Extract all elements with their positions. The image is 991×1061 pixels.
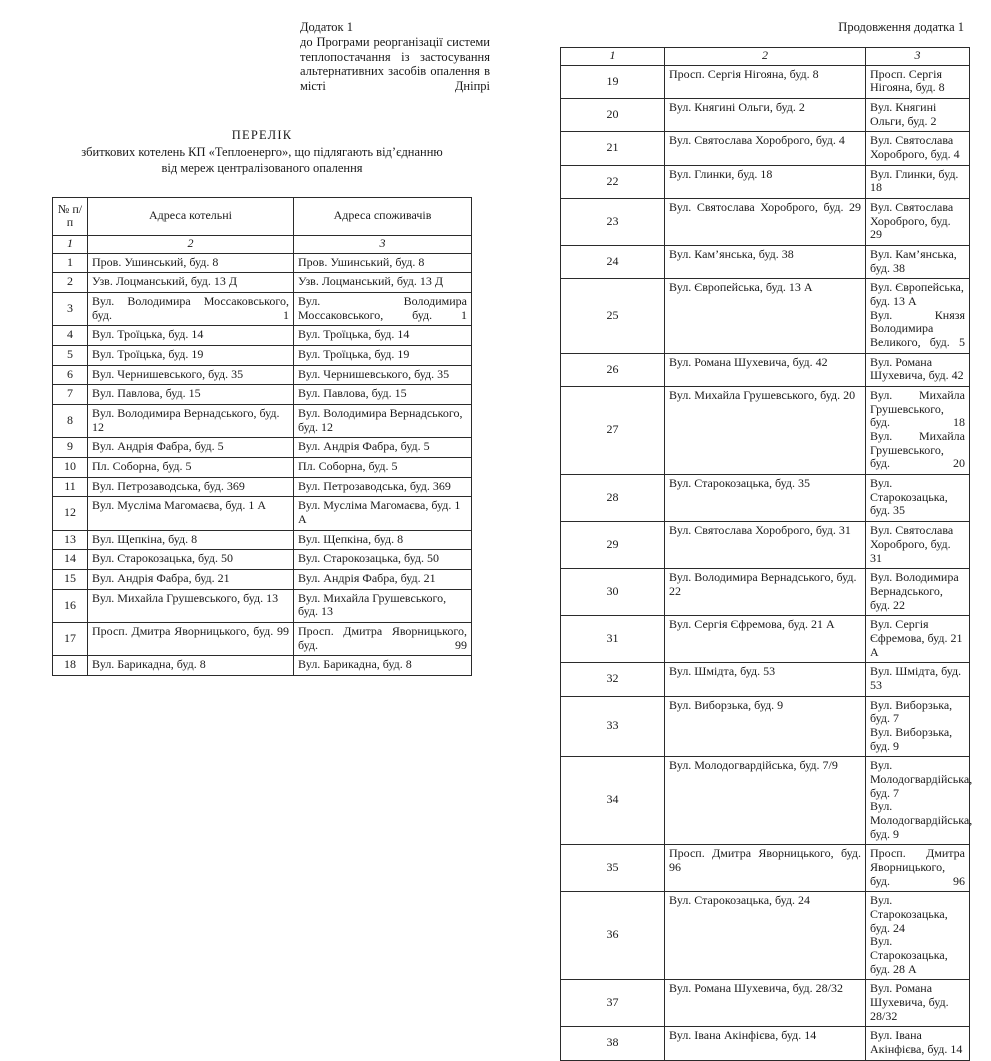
table-row [561,165,970,198]
table-row [53,656,472,676]
row-consumer-address: Вул. Барикадна, буд. 8 [294,656,472,676]
row-consumer-address: Просп. Дмитра Яворницького, буд. 99 [294,623,472,656]
row-consumer-address: Просп. Сергія Нігояна, буд. 8 [866,65,970,98]
row-consumer-address: Вул. Кам’янська, буд. 38 [866,246,970,279]
right-table-body [561,48,973,1061]
row-consumer-address: Вул. Молодогвардійська, буд. 9 [870,799,973,841]
appendix-header-block [300,20,490,94]
row-consumer-address: Вул. Романа Шухевича, буд. 42 [866,353,970,386]
table-row [561,99,970,132]
row-boiler-address: Вул. Петрозаводська, буд. 369 [88,477,294,497]
table-header-row [53,197,472,235]
row-consumer-address: Вул. Романа Шухевича, буд. 28/32 [866,980,970,1027]
row-consumer-address: Вул. Троїцька, буд. 19 [294,346,472,366]
appendix-label: Додаток 1 [300,20,353,34]
table-row [53,458,472,478]
row-number: 29 [561,522,665,569]
row-consumer-address: Вул. Сергія Єфремова, буд. 21 А [866,616,970,663]
table-row [53,385,472,405]
row-consumer-address: Пров. Ушинський, буд. 8 [294,253,472,273]
boiler-list-table-left [52,197,472,676]
header-cell-boiler: Адреса котельні [88,197,294,235]
colnum-3: 3 [294,235,472,253]
row-consumer-address: Вул. Князя Володимира Великого, буд. 5 [870,307,965,350]
colnum-2: 2 [665,48,866,66]
table-row [561,1027,970,1060]
table-row [53,570,472,590]
left-table-wrapper [52,197,472,676]
row-consumer-address: Вул. Виборзька, буд. 7 [870,697,953,726]
table-colnum-row [53,235,472,253]
row-consumer-address: Вул. Княгині Ольги, буд. 2 [866,99,970,132]
row-consumer-address: Вул. Володимира Моссаковського, буд. 1 [294,292,472,325]
right-page-column [560,20,973,1061]
row-number: 19 [561,65,665,98]
row-boiler-address: Узв. Лоцманський, буд. 13 Д [88,273,294,293]
row-number: 20 [561,99,665,132]
row-number: 23 [561,199,665,246]
row-boiler-address: Вул. Старокозацька, буд. 24 [665,892,866,980]
table-row [53,346,472,366]
row-boiler-address: Просп. Дмитра Яворницького, буд. 96 [665,845,866,892]
row-number: 22 [561,165,665,198]
row-number: 27 [561,387,665,475]
row-number: 3 [53,292,88,325]
row-boiler-address: Вул. Андрія Фабра, буд. 5 [88,438,294,458]
table-colnum-row [561,48,970,66]
row-consumer-address: Вул. Старокозацька, буд. 28 А [870,934,948,976]
row-boiler-address: Вул. Володимира Моссаковського, буд. 1 [88,292,294,325]
table-row [561,199,970,246]
row-consumer-address: Вул. Михайла Грушевського, буд. 13 [294,589,472,622]
row-number: 24 [561,246,665,279]
row-consumer-address: Вул. Володимира Вернадського, буд. 12 [294,405,472,438]
table-row [561,475,970,522]
row-number: 13 [53,530,88,550]
table-row [561,569,970,616]
table-row [561,845,970,892]
page-subtitle-2: від мереж централізованого опалення [161,161,363,175]
row-boiler-address: Вул. Михайла Грушевського, буд. 20 [665,387,866,475]
table-row [53,623,472,656]
row-boiler-address: Вул. Святослава Хороброго, буд. 29 [665,199,866,246]
row-boiler-address: Вул. Глинки, буд. 18 [665,165,866,198]
row-boiler-address: Пров. Ушинський, буд. 8 [88,253,294,273]
table-row [53,497,472,530]
row-number: 12 [53,497,88,530]
document-title-block [52,128,472,177]
colnum-3: 3 [866,48,970,66]
boiler-list-table-right [560,47,973,1061]
row-boiler-address: Вул. Щепкіна, буд. 8 [88,530,294,550]
row-consumer-address: Вул. Володимира Вернадського, буд. 22 [866,569,970,616]
row-number: 14 [53,550,88,570]
table-row [561,696,970,757]
table-row [561,246,970,279]
row-consumer-address: Вул. Троїцька, буд. 14 [294,326,472,346]
row-consumer-address: Вул. Андрія Фабра, буд. 21 [294,570,472,590]
colnum-1: 1 [561,48,665,66]
row-number: 26 [561,353,665,386]
row-boiler-address: Вул. Шмідта, буд. 53 [665,663,866,696]
row-number: 8 [53,405,88,438]
table-row [53,253,472,273]
left-table-body [53,197,472,675]
row-boiler-address: Вул. Європейська, буд. 13 А [665,279,866,353]
row-consumer-address: Вул. Старокозацька, буд. 50 [294,550,472,570]
appendix-description: до Програми реорганізації системи теплопостачання із застосування альтернативних засобів опалення в місті Дніпрі [300,34,490,93]
row-consumer-address: Просп. Дмитра Яворницького, буд. 96 [866,845,970,892]
row-number: 18 [53,656,88,676]
row-boiler-address: Вул. Романа Шухевича, буд. 28/32 [665,980,866,1027]
row-consumer-address-group [866,757,973,845]
row-boiler-address: Вул. Святослава Хороброго, буд. 31 [665,522,866,569]
row-number: 21 [561,132,665,165]
row-boiler-address: Вул. Чернишевського, буд. 35 [88,365,294,385]
row-consumer-address: Вул. Михайла Грушевського, буд. 18 [870,388,965,430]
left-page-column [52,20,490,676]
row-boiler-address: Вул. Михайла Грушевського, буд. 13 [88,589,294,622]
row-consumer-address: Вул. Петрозаводська, буд. 369 [294,477,472,497]
row-number: 32 [561,663,665,696]
row-number: 25 [561,279,665,353]
table-row [561,980,970,1027]
table-row [561,663,970,696]
row-consumer-address: Вул. Святослава Хороброго, буд. 29 [866,199,970,246]
row-boiler-address: Вул. Мусліма Магомаєва, буд. 1 А [88,497,294,530]
row-consumer-address: Вул. Святослава Хороброго, буд. 4 [866,132,970,165]
row-consumer-address: Вул. Старокозацька, буд. 24 [870,893,948,935]
row-boiler-address: Вул. Кам’янська, буд. 38 [665,246,866,279]
table-row [561,279,970,353]
row-consumer-address: Вул. Павлова, буд. 15 [294,385,472,405]
table-row [53,292,472,325]
table-row [53,589,472,622]
row-number: 31 [561,616,665,663]
row-consumer-address: Вул. Івана Акінфієва, буд. 14 [866,1027,970,1060]
table-row [561,132,970,165]
row-number: 1 [53,253,88,273]
row-number: 37 [561,980,665,1027]
row-consumer-address: Вул. Святослава Хороброго, буд. 31 [866,522,970,569]
table-row [561,387,970,475]
table-row [53,550,472,570]
table-row [561,353,970,386]
row-boiler-address: Вул. Старокозацька, буд. 50 [88,550,294,570]
row-consumer-address: Пл. Соборна, буд. 5 [294,458,472,478]
row-consumer-address: Вул. Старокозацька, буд. 35 [866,475,970,522]
row-number: 35 [561,845,665,892]
row-number: 2 [53,273,88,293]
page-title: ПЕРЕЛІК [231,127,293,142]
row-consumer-address-group [866,279,970,353]
header-cell-num: № п/п [53,197,88,235]
right-table-wrapper [560,47,973,1061]
row-consumer-address: Вул. Чернишевського, буд. 35 [294,365,472,385]
row-consumer-address: Вул. Шмідта, буд. 53 [866,663,970,696]
row-boiler-address: Вул. Романа Шухевича, буд. 42 [665,353,866,386]
row-boiler-address: Вул. Володимира Вернадського, буд. 12 [88,405,294,438]
table-row [561,65,970,98]
continuation-label: Продовження додатка 1 [838,20,964,34]
row-boiler-address: Вул. Виборзька, буд. 9 [665,696,866,757]
row-number: 38 [561,1027,665,1060]
row-consumer-address: Вул. Михайла Грушевського, буд. 20 [870,429,965,471]
row-number: 4 [53,326,88,346]
row-boiler-address: Вул. Володимира Вернадського, буд. 22 [665,569,866,616]
row-boiler-address: Вул. Старокозацька, буд. 35 [665,475,866,522]
table-row [53,530,472,550]
row-number: 30 [561,569,665,616]
row-consumer-address: Вул. Андрія Фабра, буд. 5 [294,438,472,458]
row-consumer-address: Вул. Глинки, буд. 18 [866,165,970,198]
row-number: 10 [53,458,88,478]
row-number: 7 [53,385,88,405]
row-consumer-address-group [866,696,970,757]
row-number: 36 [561,892,665,980]
table-row [53,273,472,293]
row-boiler-address: Вул. Павлова, буд. 15 [88,385,294,405]
header-cell-consumer: Адреса споживачів [294,197,472,235]
row-consumer-address-group [866,892,970,980]
colnum-2: 2 [88,235,294,253]
row-boiler-address: Вул. Сергія Єфремова, буд. 21 А [665,616,866,663]
colnum-1: 1 [53,235,88,253]
row-boiler-address: Вул. Святослава Хороброго, буд. 4 [665,132,866,165]
row-consumer-address: Вул. Європейська, буд. 13 А [870,280,964,309]
row-consumer-address: Вул. Мусліма Магомаєва, буд. 1 А [294,497,472,530]
table-row [53,326,472,346]
row-consumer-address: Вул. Щепкіна, буд. 8 [294,530,472,550]
row-number: 34 [561,757,665,845]
row-number: 15 [53,570,88,590]
row-boiler-address: Вул. Троїцька, буд. 19 [88,346,294,366]
table-row [561,892,970,980]
row-boiler-address: Вул. Івана Акінфієва, буд. 14 [665,1027,866,1060]
page-subtitle-1: збиткових котелень КП «Теплоенерго», що підлягають від’єднанню [81,145,443,160]
table-row [561,522,970,569]
row-boiler-address: Пл. Соборна, буд. 5 [88,458,294,478]
row-number: 17 [53,623,88,656]
table-row [53,365,472,385]
table-row [53,477,472,497]
table-row [561,757,970,845]
row-number: 9 [53,438,88,458]
row-consumer-address: Вул. Виборзька, буд. 9 [870,724,953,753]
row-consumer-address-group [866,387,970,475]
row-number: 16 [53,589,88,622]
row-consumer-address: Вул. Молодогвардійська, буд. 7 [870,758,973,800]
table-row [53,405,472,438]
row-boiler-address: Вул. Барикадна, буд. 8 [88,656,294,676]
row-number: 11 [53,477,88,497]
row-boiler-address: Просп. Сергія Нігояна, буд. 8 [665,65,866,98]
row-number: 6 [53,365,88,385]
row-boiler-address: Вул. Княгині Ольги, буд. 2 [665,99,866,132]
row-number: 28 [561,475,665,522]
row-boiler-address: Вул. Молодогвардійська, буд. 7/9 [665,757,866,845]
row-number: 33 [561,696,665,757]
row-boiler-address: Вул. Троїцька, буд. 14 [88,326,294,346]
table-row [561,616,970,663]
row-boiler-address: Просп. Дмитра Яворницького, буд. 99 [88,623,294,656]
row-boiler-address: Вул. Андрія Фабра, буд. 21 [88,570,294,590]
row-consumer-address: Узв. Лоцманський, буд. 13 Д [294,273,472,293]
row-number: 5 [53,346,88,366]
table-row [53,438,472,458]
